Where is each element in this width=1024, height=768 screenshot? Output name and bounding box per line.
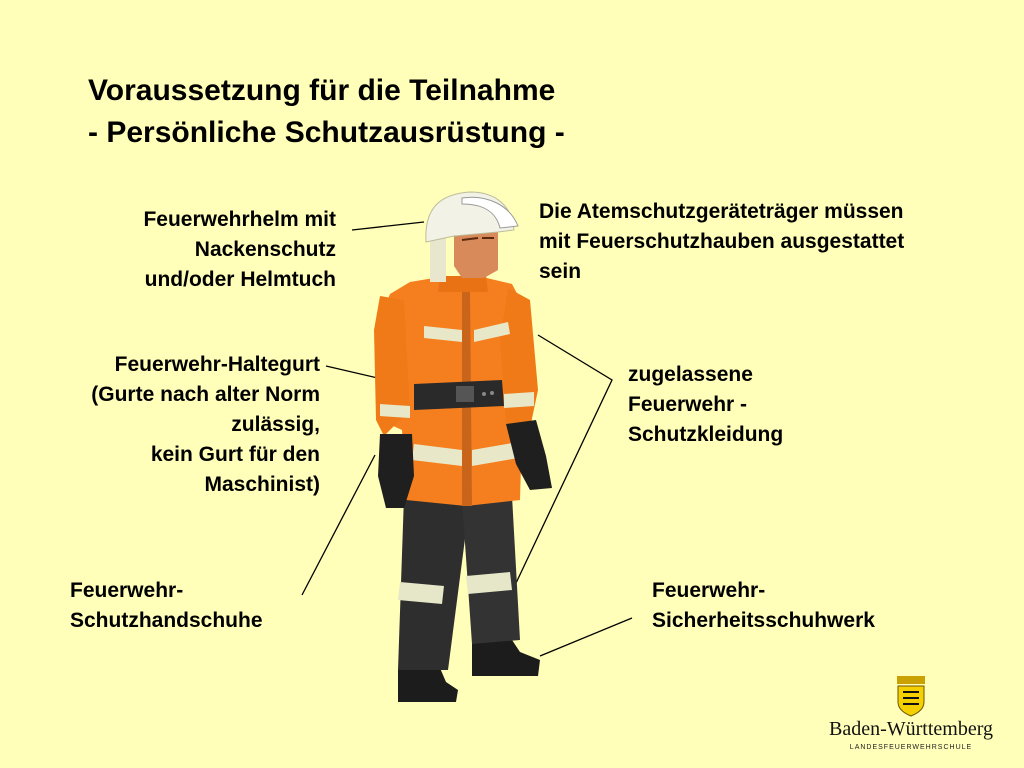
state-logo-subtitle: LANDESFEUERWEHRSCHULE [849,744,973,751]
hood-label [539,197,904,287]
boots-label-line: Feuerwehr- [652,579,766,602]
boots-label-line: Sicherheitsschuhwerk [652,609,875,632]
helmet-label [143,205,336,295]
boots-label [652,576,875,636]
belt-label-line: Feuerwehr-Haltegurt [114,353,320,376]
belt-label [91,350,320,500]
helmet-label-line: und/oder Helmtuch [144,268,336,291]
boots-callout-line [540,618,632,656]
gloves-label-line: Schutzhandschuhe [70,609,263,632]
hood-label-line: Die Atemschutzgeräteträger müssen [539,200,904,223]
hood-label-line: sein [539,260,582,283]
clothing-label-line: zugelassene [628,363,753,386]
belt-label-line: (Gurte nach alter Norm [91,383,320,406]
helmet-label-line: Feuerwehrhelm mit [143,208,336,231]
page-title [88,70,565,154]
gloves-label-line: Feuerwehr- [70,579,184,602]
coat-of-arms-icon [897,676,925,716]
helmet-label-line: Nackenschutz [194,238,336,261]
hood-label-line: mit Feuerschutzhauben ausgestattet [539,230,905,253]
clothing-label-line: Feuerwehr - [628,393,748,416]
helmet-icon [426,192,518,242]
belt-label-line: Maschinist) [204,473,320,496]
title-line-1: Voraussetzung für die Teilnahme [88,74,556,107]
helmet-callout-line [352,222,424,230]
state-logo-name: Baden-Württemberg [828,718,993,740]
belt-label-line: kein Gurt für den [150,443,320,466]
gloves-label [70,576,263,636]
belt-label-line: zulässig, [231,413,320,436]
clothing-label [628,360,783,450]
title-line-2: - Persönliche Schutzausrüstung - [88,116,565,149]
clothing-label-line: Schutzkleidung [628,423,784,446]
belt-icon [414,380,504,410]
